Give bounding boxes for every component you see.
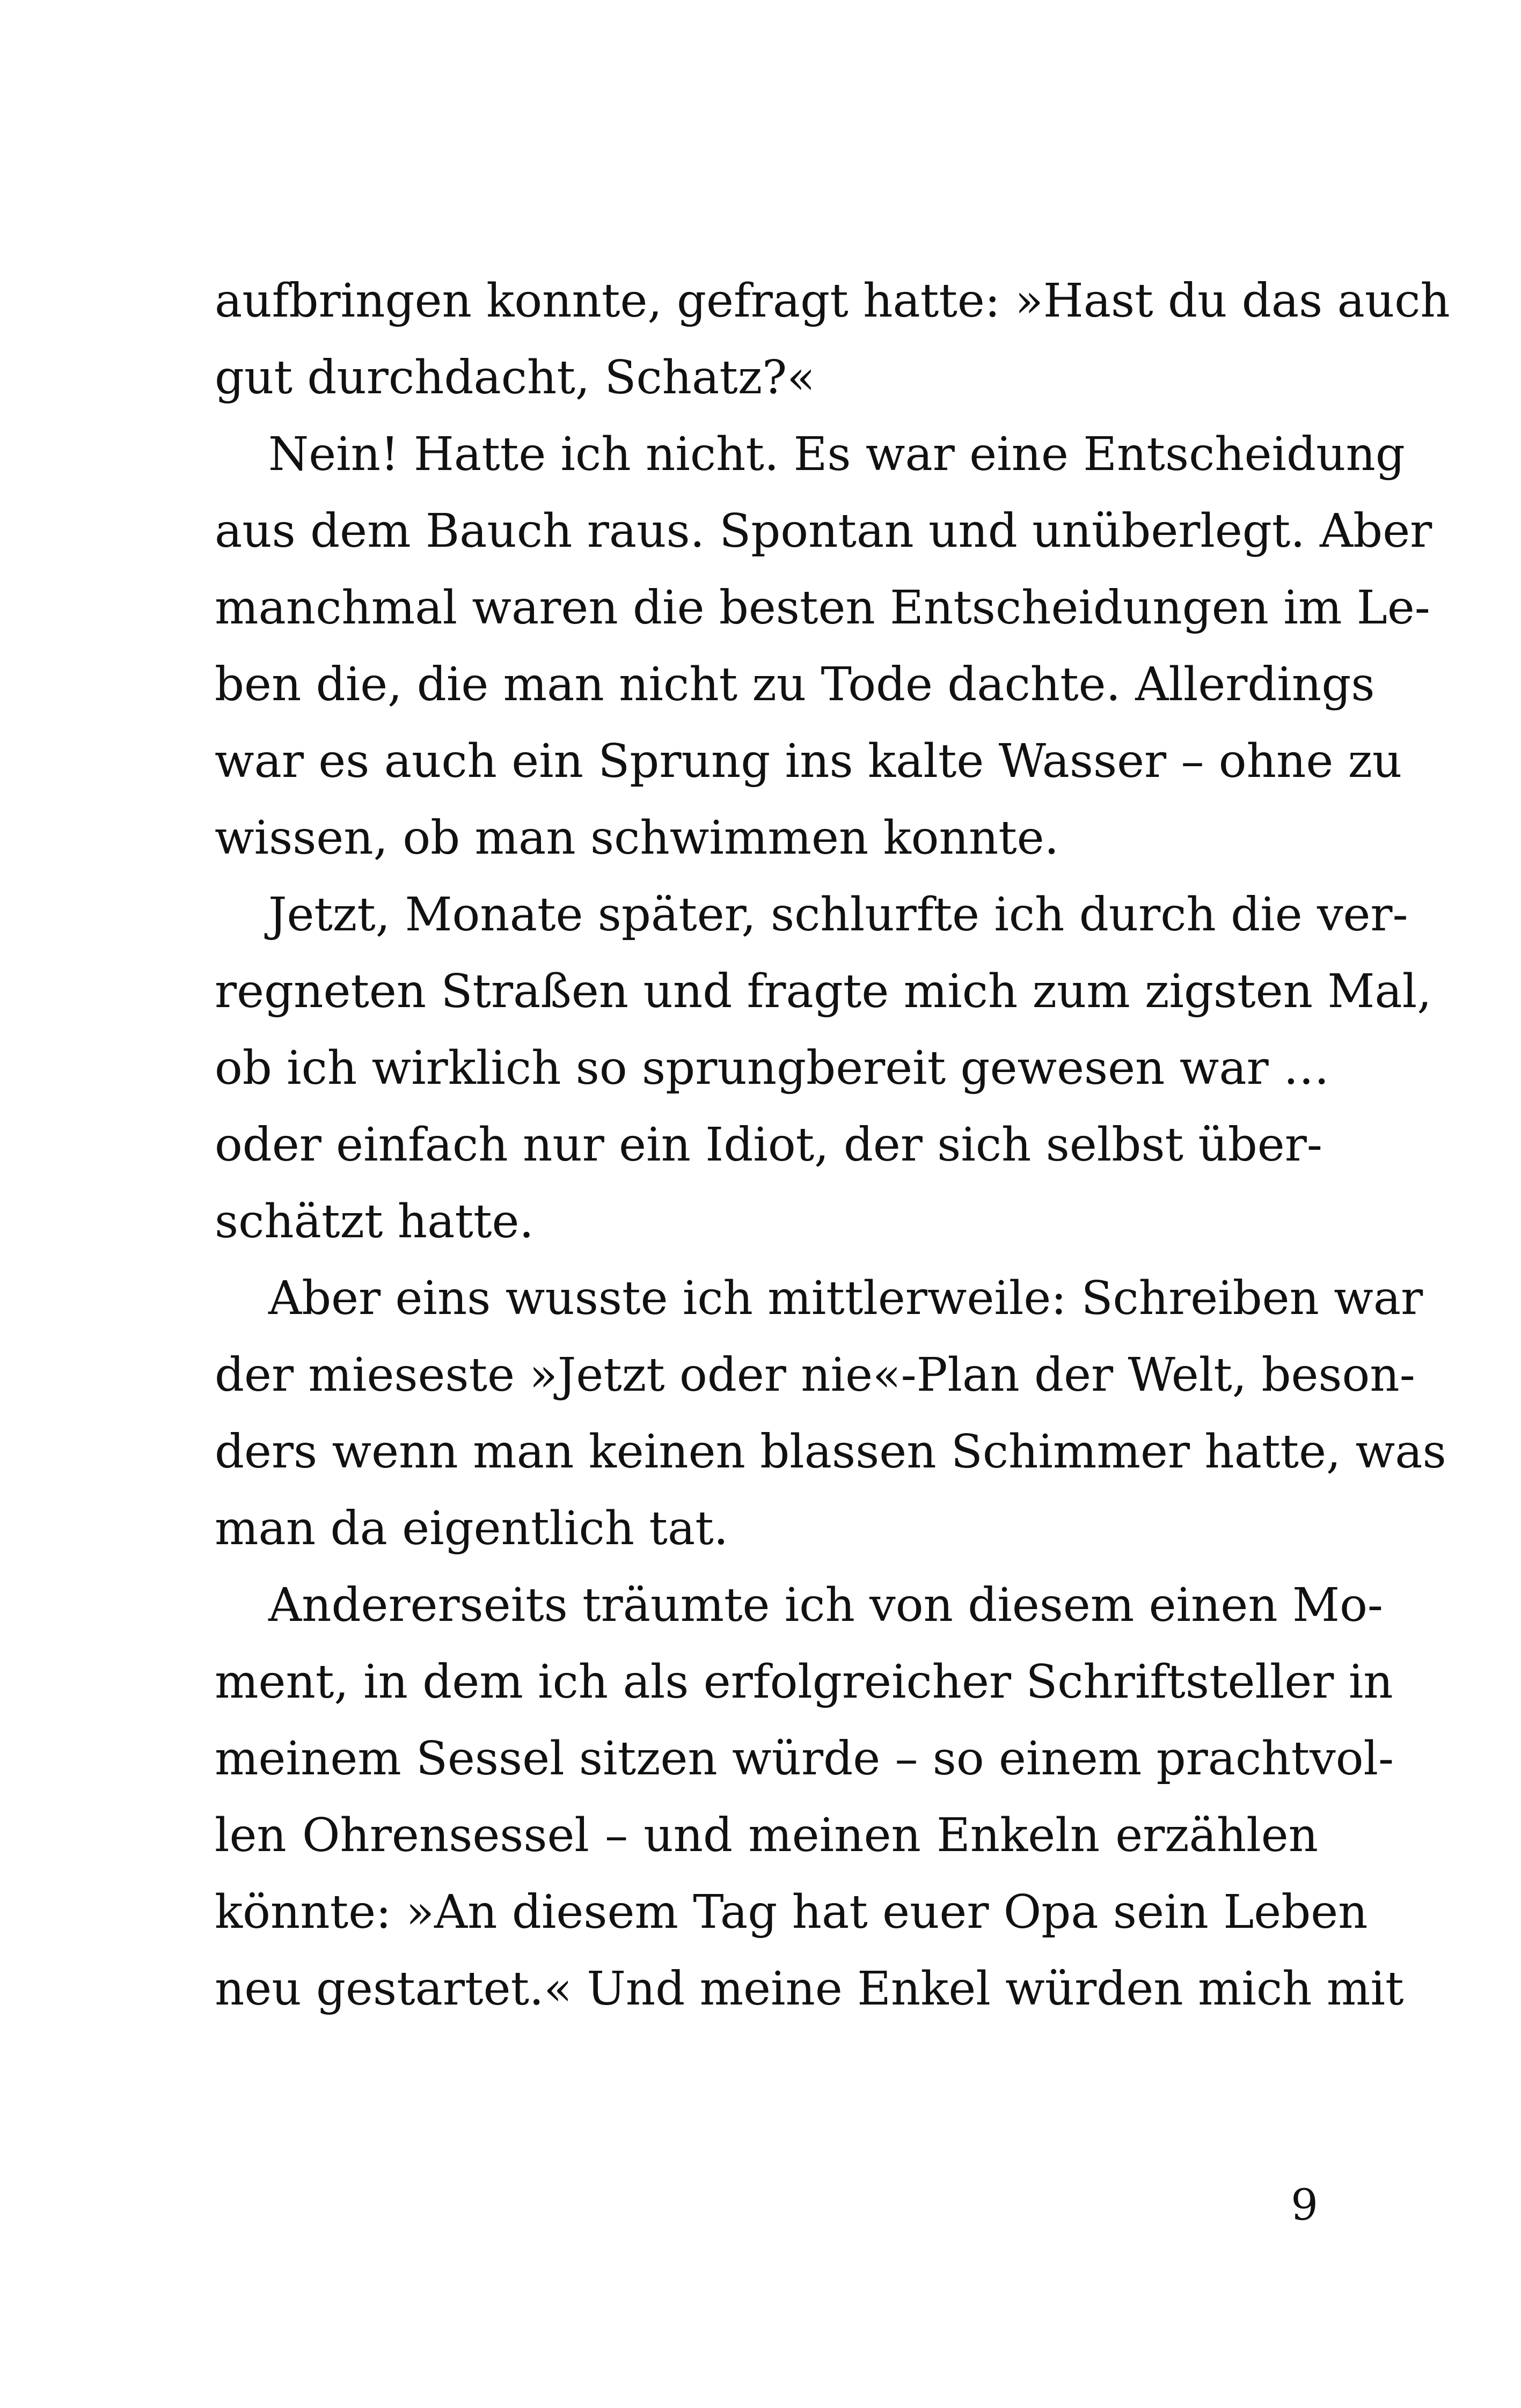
page-number: 9 — [1291, 2180, 1318, 2230]
text-line: meinem Sessel sitzen würde – so einem prachtvol- — [215, 1732, 1394, 1786]
text-line: regneten Straßen und fragte mich zum zigsten Mal, — [215, 965, 1432, 1018]
paragraph — [215, 416, 1432, 877]
text-line: Aber eins wusste ich mittlerweile: Schreiben war — [268, 1272, 1423, 1325]
paragraph — [215, 877, 1432, 1260]
text-line: gut durchdacht, Schatz?« — [215, 351, 815, 405]
paragraph — [215, 1567, 1404, 2028]
text-line: manchmal waren die besten Entscheidungen im Le- — [215, 581, 1430, 635]
text-line: könnte: »An diesem Tag hat euer Opa sein Leben — [215, 1885, 1368, 1939]
text-line: ment, in dem ich als erfolgreicher Schriftsteller in — [215, 1655, 1393, 1709]
text-line: Andererseits träumte ich von diesem einen Mo- — [268, 1579, 1383, 1632]
text-line: aus dem Bauch raus. Spontan und unüberlegt. Aber — [215, 504, 1432, 558]
text-line: man da eigentlich tat. — [215, 1502, 729, 1555]
text-line: ders wenn man keinen blassen Schimmer hatte, was — [215, 1425, 1446, 1479]
text-line: schätzt hatte. — [215, 1195, 534, 1249]
text-line: ben die, die man nicht zu Tode dachte. Allerdings — [215, 658, 1375, 711]
text-line: Nein! Hatte ich nicht. Es war eine Entscheidung — [268, 428, 1405, 481]
text-line: war es auch ein Sprung ins kalte Wasser – ohne zu — [215, 735, 1402, 788]
text-line: ob ich wirklich so sprungbereit gewesen war … — [215, 1041, 1330, 1095]
text-line: neu gestartet.« Und meine Enkel würden mich mit — [215, 1962, 1404, 2016]
paragraph — [215, 1260, 1446, 1567]
text-line: Jetzt, Monate später, schlurfte ich durch die ver- — [268, 888, 1408, 942]
text-line: len Ohrensessel – und meinen Enkeln erzählen — [215, 1809, 1318, 1862]
text-line: wissen, ob man schwimmen konnte. — [215, 811, 1059, 865]
text-line: aufbringen konnte, gefragt hatte: »Hast du das auch — [215, 274, 1450, 328]
text-line: oder einfach nur ein Idiot, der sich selbst über- — [215, 1118, 1322, 1172]
text-line: der mieseste »Jetzt oder nie«-Plan der Welt, beson- — [215, 1348, 1415, 1402]
paragraph — [215, 263, 1450, 416]
body-text — [215, 263, 1450, 2028]
